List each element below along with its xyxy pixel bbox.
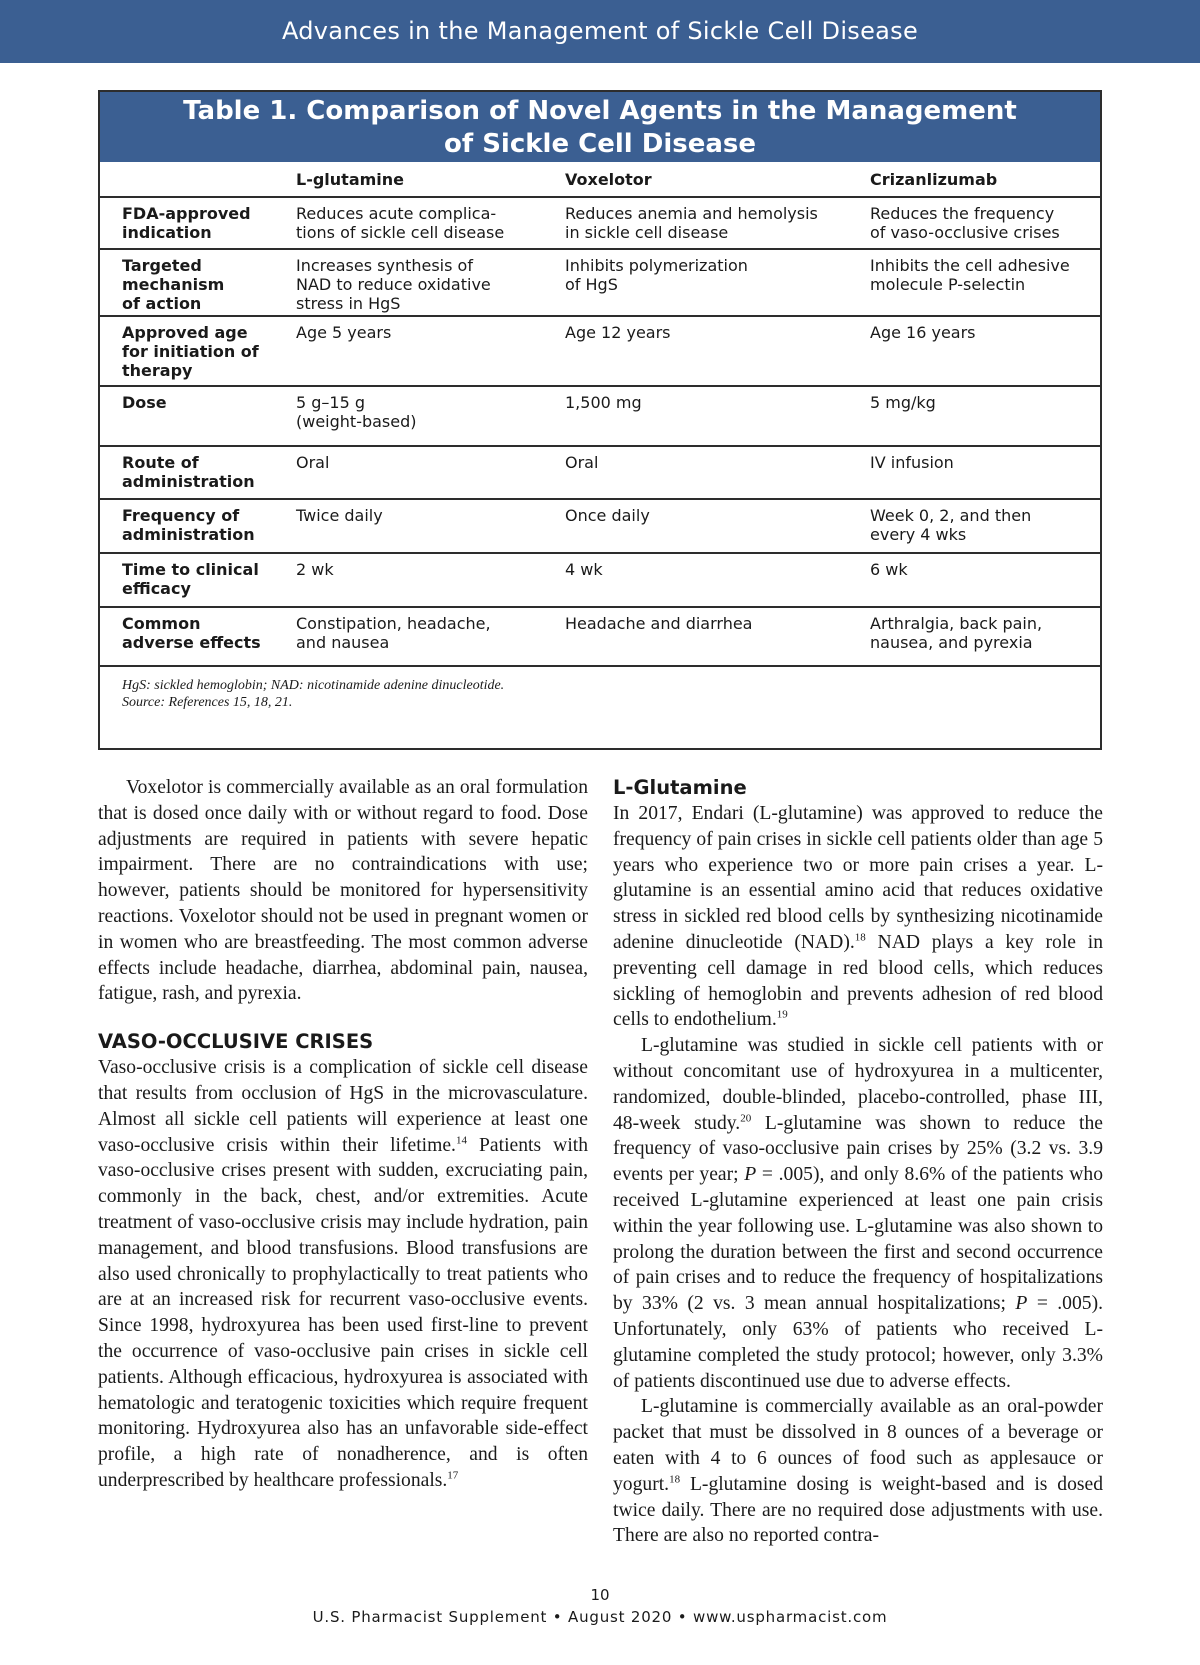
table-row (100, 316, 1100, 386)
cell-line: Constipation, headache, (296, 614, 491, 633)
cell-line: mechanism (122, 275, 225, 294)
table-cell (296, 553, 565, 607)
table-row (100, 446, 1100, 499)
cell-line: Common (122, 614, 201, 633)
paragraph-voxelotor: Voxelotor is commercially available as an oral formulation that is dosed once daily with or without regard to food. Dose adjustments are required in patients with severe hepatic impairment. There are no contraindications with use; however, patients should be monitored for hypersensitivity reactions. Voxelotor should not be used in pregnant women or in women who are breastfeeding. The most common adverse effects include headache, diarrhea, abdominal pain, nausea, fatigue, rash, and pyrexia. (98, 777, 588, 1005)
cell-line: NAD to reduce oxidative (296, 275, 491, 294)
footnote-abbreviations: HgS: sickled hemoglobin; NAD: nicotinamide adenine dinucleotide. (122, 678, 505, 693)
cell-line: Inhibits polymerization (565, 256, 748, 275)
text-run: Vaso-occlusive crisis is a complication of sickle cell disease that results from occlusion of HgS in the microvasculature. Almost all sickle cell patients will experience at least one vaso-occlusive crisis within their lifetime. (98, 1057, 588, 1156)
cell-line: of vaso-occlusive crises (870, 223, 1060, 242)
cell-line: 5 mg/kg (870, 393, 936, 412)
table-cell (565, 386, 870, 446)
table-row (100, 499, 1100, 553)
text-run: L-glutamine dosing is weight-based and is dosed twice daily. There are no required dose adjustments with use. There are also no reported contra- (613, 1473, 1103, 1547)
cell-line: of HgS (565, 275, 618, 294)
cell-line: Reduces anemia and hemolysis (565, 204, 818, 223)
cell-line: stress in HgS (296, 294, 401, 313)
reference-18: 18 (669, 1473, 681, 1486)
cell-line: Age 12 years (565, 323, 671, 342)
table-cell (565, 553, 870, 607)
cell-line: Approved age (122, 323, 248, 342)
text-run: = .005), and only 8.6% of the patients who received L-glutamine experienced at least one pain crisis within the year following use. L-glutamine was also shown to prolong the duration between the first and second occurrence of pain crises and to reduce the frequency of hospitalizations by 33% (2 vs. 3 mean annual hospitalizations; (613, 1164, 1104, 1315)
cell-line: 4 wk (565, 560, 603, 579)
cell-line: administration (122, 472, 255, 491)
cell-line: and nausea (296, 633, 390, 652)
cell-line: therapy (122, 361, 193, 380)
table-cell (870, 386, 1100, 446)
table-cell (296, 316, 565, 386)
cell-line: administration (122, 525, 255, 544)
table-cell (870, 197, 1100, 249)
cell-line: FDA-approved (122, 204, 251, 223)
footnote-source: Source: References 15, 18, 21. (122, 695, 293, 710)
paragraph-l-glutamine-dosing (613, 1394, 1103, 1549)
header-cell-empty (100, 162, 296, 197)
reference-19: 19 (776, 1008, 788, 1021)
table-cell (565, 249, 870, 316)
cell-line: 1,500 mg (565, 393, 642, 412)
cell-line: Dose (122, 393, 167, 412)
table-cell (565, 197, 870, 249)
cell-line: in sickle cell disease (565, 223, 729, 242)
cell-line: for initiation of (122, 342, 259, 361)
row-header-cell (100, 499, 296, 553)
cell-line: 6 wk (870, 560, 908, 579)
paragraph-l-glutamine-study (613, 1033, 1103, 1394)
reference-18: 18 (854, 931, 866, 944)
cell-line: Reduces acute complica- (296, 204, 497, 223)
cell-line: of action (122, 294, 202, 313)
cell-line: 2 wk (296, 560, 334, 579)
cell-line: efficacy (122, 579, 191, 598)
header-cell-voxelotor: Voxelotor (565, 169, 652, 189)
table-row (100, 607, 1100, 665)
row-header-cell (100, 316, 296, 386)
table-cell (296, 446, 565, 499)
section-heading-vaso-occlusive: VASO-OCCLUSIVE CRISES (98, 1030, 374, 1054)
cell-line: every 4 wks (870, 525, 967, 544)
cell-line: Inhibits the cell adhesive (870, 256, 1070, 275)
table-cell (565, 446, 870, 499)
table-title (100, 92, 1100, 162)
cell-line: indication (122, 223, 212, 242)
row-header-cell (100, 553, 296, 607)
text-run: L-glutamine is commercially available as an oral-powder packet that must be dissolved in 8 ounces of a beverage or eaten with 4 to 6 ounces of food such as applesauce or yogurt. (613, 1396, 1103, 1495)
running-header: Advances in the Management of Sickle Cell Disease (0, 0, 1200, 63)
table-cell (296, 197, 565, 249)
table-footnote (100, 665, 1100, 711)
reference-14: 14 (455, 1134, 467, 1147)
table-cell (296, 386, 565, 446)
right-text-column (613, 775, 1103, 1549)
table-cell (565, 607, 870, 665)
row-header-cell (100, 446, 296, 499)
cell-line: Route of (122, 453, 199, 472)
cell-line: 5 g–15 g (296, 393, 366, 412)
left-text-column (98, 775, 588, 1494)
cell-line: Headache and diarrhea (565, 614, 753, 633)
table-cell (296, 249, 565, 316)
cell-line: Once daily (565, 506, 650, 525)
comparison-table (98, 90, 1102, 750)
table-cell (870, 553, 1100, 607)
text-run: In 2017, Endari (L-glutamine) was approved to reduce the frequency of pain crises in sickle cell patients older than age 5 years who experience two or more pain crises a year. L-glutamine is an essential amino acid that reduces oxidative stress in sickled red blood cells by synthesizing nicotinamide adenine dinucleotide (NAD). (613, 803, 1103, 953)
text-run: L-glutamine was shown to reduce the frequency of vaso-occlusive pain crises by 25% (3.2 vs. 3.9 events per year; (613, 1112, 1103, 1186)
table-cell (296, 607, 565, 665)
cell-line: Twice daily (296, 506, 383, 525)
cell-line: Oral (565, 453, 599, 472)
row-header-cell (100, 197, 296, 249)
reference-17: 17 (447, 1469, 459, 1482)
cell-line: Time to clinical (122, 560, 259, 579)
p-value-symbol: P (1015, 1293, 1028, 1315)
table-row (100, 249, 1100, 316)
text-run: Patients with vaso-occlusive crises present with sudden, excruciating pain, commonly in the back, chest, and/or extremities. Acute treatment of vaso-occlusive crisis may include hydration, pain management, and blood transfusions. Blood transfusions are also used chronically to prophylactically to treat patients who are at an increased risk for recurrent vaso-occlusive events. Since 1998, hydroxyurea has been used first-line to prevent the occurrence of vaso-occlusive pain crises in sickle cell patients. Although efficacious, hydroxyurea is associated with hematologic and teratogenic toxicities which require frequent monitoring. Hydroxyurea also has an unfavorable side-effect profile, a high rate of nonadherence, and is often underprescribed by healthcare professionals. (98, 1134, 588, 1491)
table-cell (870, 316, 1100, 386)
row-header-cell (100, 249, 296, 316)
table-cell (870, 446, 1100, 499)
p-value-symbol: P (744, 1164, 757, 1186)
table-title-line-2: of Sickle Cell Disease (443, 129, 756, 159)
table-row (100, 197, 1100, 249)
cell-line: Oral (296, 453, 330, 472)
section-heading-l-glutamine: L-Glutamine (613, 776, 747, 799)
table-cell (870, 249, 1100, 316)
cell-line: Targeted (122, 256, 202, 275)
table-cell (565, 499, 870, 553)
table-cell (296, 499, 565, 553)
row-header-cell (100, 386, 296, 446)
table-row (100, 386, 1100, 446)
text-run: NAD plays a key role in preventing cell damage in red blood cells, which reduces sickling of hemoglobin and prevents adhesion of red blood cells to endothelium. (613, 931, 1104, 1031)
cell-line: tions of sickle cell disease (296, 223, 505, 242)
cell-line: adverse effects (122, 633, 261, 652)
table-header-row (100, 162, 1100, 197)
cell-line: molecule P-selectin (870, 275, 1026, 294)
page-number: 10 (590, 1586, 610, 1604)
cell-line: Frequency of (122, 506, 240, 525)
cell-line: (weight-based) (296, 412, 417, 431)
cell-line: Increases synthesis of (296, 256, 473, 275)
cell-line: Age 16 years (870, 323, 976, 342)
table-cell (870, 499, 1100, 553)
row-header-cell (100, 607, 296, 665)
cell-line: Reduces the frequency (870, 204, 1055, 223)
cell-line: IV infusion (870, 453, 954, 472)
header-cell-l-glutamine: L-glutamine (296, 169, 405, 189)
cell-line: Week 0, 2, and then (870, 506, 1032, 525)
paragraph-endari-approval (613, 801, 1103, 1033)
text-run: = .005). Unfortunately, only 63% of patients who received L-glutamine completed the study protocol; however, only 3.3% of patients discontinued use due to adverse effects. (613, 1293, 1103, 1392)
cell-line: nausea, and pyrexia (870, 633, 1033, 652)
footer-publication: U.S. Pharmacist Supplement • August 2020 • www.uspharmacist.com (312, 1608, 888, 1626)
table-cell (870, 607, 1100, 665)
table-row (100, 553, 1100, 607)
table-grid (100, 162, 1100, 665)
text-run: L-glutamine was studied in sickle cell patients with or without concomitant use of hydroxyurea in a multicenter, randomized, double-blinded, placebo-controlled, phase III, 48-week study. (613, 1035, 1103, 1134)
table-cell (565, 316, 870, 386)
cell-line: Age 5 years (296, 323, 392, 342)
cell-line: Arthralgia, back pain, (870, 614, 1043, 633)
header-cell-crizanlizumab: Crizanlizumab (870, 169, 998, 189)
paragraph-vaso-occlusive (98, 1055, 588, 1494)
table-title-line-1: Table 1. Comparison of Novel Agents in the Management (183, 96, 1017, 126)
reference-20: 20 (740, 1112, 752, 1125)
